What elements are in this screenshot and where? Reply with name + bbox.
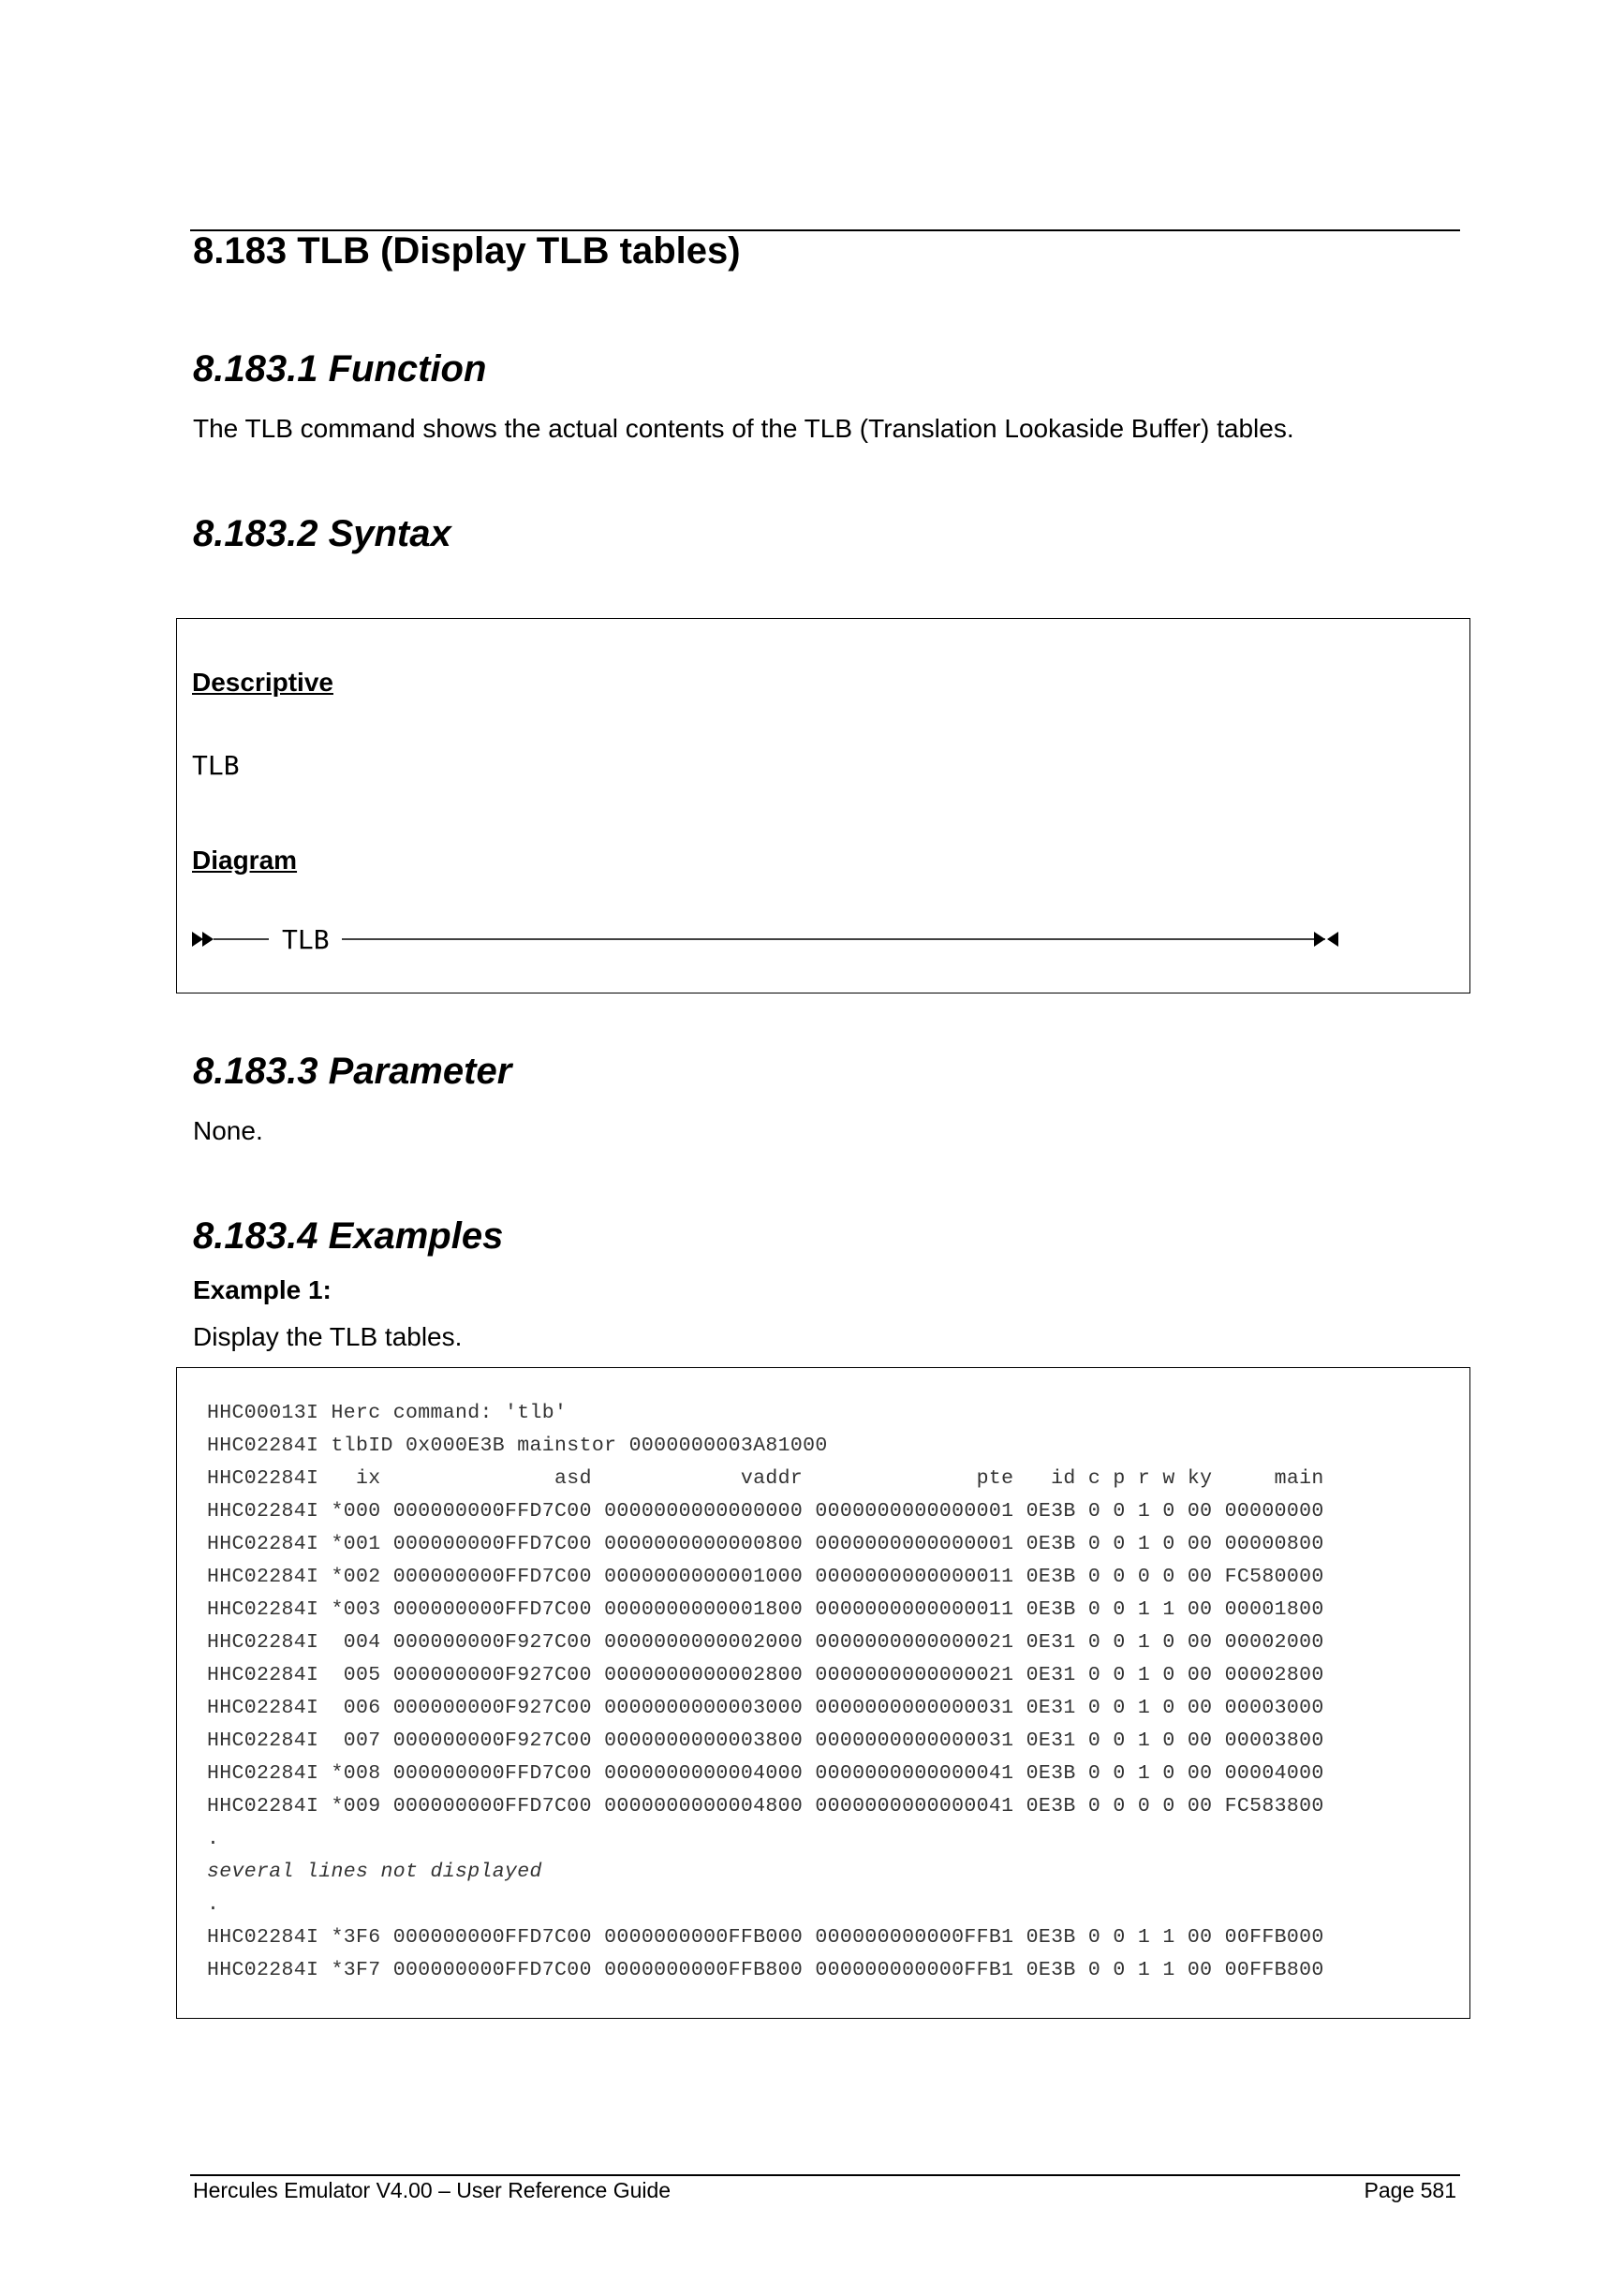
- code-line: HHC02284I *3F6 000000000FFD7C00 0000000000FFB000 000000000000FFB1 0E3B 0 0 1 1 00 00FFB000: [207, 1926, 1324, 1949]
- page-number: Page 581: [1364, 2178, 1456, 2202]
- examples-heading: 8.183.4 Examples: [193, 1215, 504, 1257]
- code-line: HHC02284I 006 000000000F927C00 0000000000003000 0000000000000031 0E31 0 0 1 0 00 00003000: [207, 1697, 1324, 1719]
- parameter-heading: 8.183.3 Parameter: [193, 1051, 512, 1092]
- code-line: HHC02284I 004 000000000F927C00 0000000000002000 0000000000000021 0E31 0 0 1 0 00 00002000: [207, 1631, 1324, 1654]
- code-line: HHC02284I 005 000000000F927C00 0000000000002800 0000000000000021 0E31 0 0 1 0 00 00002800: [207, 1664, 1324, 1686]
- function-text: The TLB command shows the actual contents of the TLB (Translation Lookaside Buffer) tables.: [193, 414, 1294, 443]
- footer-title: Hercules Emulator V4.00 – User Reference Guide: [193, 2178, 672, 2202]
- code-line: .: [207, 1893, 220, 1916]
- example1-text: Display the TLB tables.: [193, 1322, 463, 1351]
- descriptive-command: TLB: [192, 750, 240, 781]
- syntax-diagram: [192, 920, 1353, 958]
- syntax-box: [176, 618, 1470, 993]
- start-arrow-icon: [192, 932, 203, 947]
- end-arrow-icon: [1314, 932, 1325, 947]
- footer-rule: [190, 2174, 1460, 2176]
- section-title: 8.183 TLB (Display TLB tables): [193, 230, 741, 272]
- example1-label: Example 1:: [193, 1275, 332, 1304]
- code-line-omitted-note: several lines not displayed: [207, 1861, 542, 1883]
- code-line: HHC02284I *000 000000000FFD7C00 0000000000000000 0000000000000001 0E3B 0 0 1 0 00 00000000: [207, 1500, 1324, 1523]
- syntax-heading: 8.183.2 Syntax: [193, 513, 451, 554]
- code-line: HHC02284I *002 000000000FFD7C00 0000000000001000 0000000000000011 0E3B 0 0 0 0 00 FC580000: [207, 1566, 1324, 1588]
- end-arrow-icon: [1327, 932, 1338, 947]
- descriptive-label: Descriptive: [192, 668, 333, 697]
- code-line: HHC00013I Herc command: 'tlb': [207, 1402, 568, 1424]
- code-line: HHC02284I 007 000000000F927C00 0000000000003800 0000000000000031 0E31 0 0 1 0 00 00003800: [207, 1729, 1324, 1752]
- code-line: HHC02284I *008 000000000FFD7C00 0000000000004000 0000000000000041 0E3B 0 0 1 0 00 00004000: [207, 1762, 1324, 1785]
- code-line: HHC02284I *001 000000000FFD7C00 0000000000000800 0000000000000001 0E3B 0 0 1 0 00 00000800: [207, 1533, 1324, 1555]
- diagram-label: Diagram: [192, 846, 298, 875]
- function-heading: 8.183.1 Function: [193, 348, 487, 390]
- start-arrow-icon: [202, 932, 214, 947]
- code-line: HHC02284I *003 000000000FFD7C00 0000000000001800 0000000000000011 0E3B 0 0 1 1 00 00001800: [207, 1598, 1324, 1621]
- code-line: HHC02284I *3F7 000000000FFD7C00 0000000000FFB800 000000000000FFB1 0E3B 0 0 1 1 00 00FFB800: [207, 1959, 1324, 1981]
- example-output-box: [176, 1367, 1470, 2019]
- code-line: HHC02284I ix asd vaddr pte id c p r w ky main: [207, 1467, 1324, 1490]
- parameter-text: None.: [193, 1116, 263, 1145]
- code-line: HHC02284I tlbID 0x000E3B mainstor 0000000003A81000: [207, 1435, 828, 1457]
- diagram-token: TLB: [282, 924, 330, 955]
- code-line: HHC02284I *009 000000000FFD7C00 0000000000004800 0000000000000041 0E3B 0 0 0 0 00 FC583800: [207, 1795, 1324, 1818]
- code-line: .: [207, 1828, 220, 1850]
